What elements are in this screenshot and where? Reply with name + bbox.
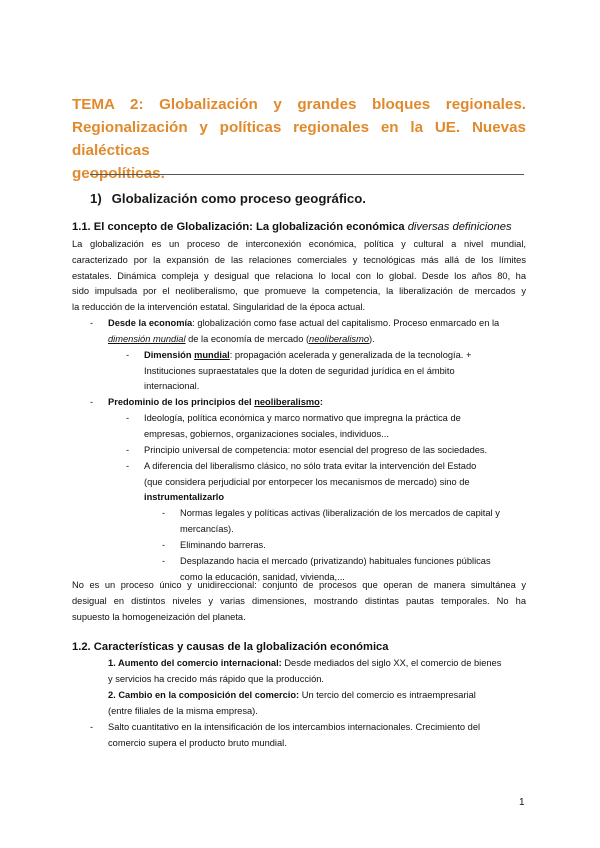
economia-line-2 — [108, 332, 375, 348]
bullet-dash: - — [126, 445, 130, 455]
comercio-point-2-cont: (entre filiales de la misma empresa). — [108, 706, 258, 716]
section-1-title: Globalización como proceso geográfico. — [111, 191, 366, 206]
bullet-dash: - — [90, 397, 94, 407]
comercio-point-1 — [108, 656, 501, 672]
bullet-dash: - — [162, 556, 166, 566]
predominio-label-underlined: neoliberalismo — [254, 397, 320, 407]
comercio-point-2-text: Un tercio del comercio es intraempresarial — [299, 690, 476, 700]
comercio-point-3-cont: comercio supera el producto bruto mundial. — [108, 738, 287, 748]
predominio-label: Predominio de los principios del — [108, 397, 255, 407]
economia-item — [108, 316, 499, 332]
comercio-point-3: Salto cuantitativo en la intensificación de los intercambios internacionales. Crecimiento del — [108, 722, 481, 732]
intro-line: la reducción de la intervención estatal. Singularidad de la época actual. — [72, 302, 366, 313]
title-line-1: TEMA 2: Globalización y grandes bloques regionales. — [72, 96, 526, 113]
comercio-point-1-cont: y servicios ha crecido más rápido que la producción. — [108, 674, 325, 684]
dimension-item — [144, 348, 471, 364]
horizontal-rule — [90, 174, 524, 175]
intro-line: La globalización es un proceso de interconexión económica, política y cultural a nivel mundial, — [72, 239, 526, 249]
instrument-item: Normas legales y políticas activas (liberalización de los mercados de capital y — [180, 508, 500, 518]
bullet-dash: - — [162, 508, 166, 518]
comercio-point-1-label: 1. Aumento del comercio internacional: — [108, 658, 282, 668]
bullet-dash: - — [90, 318, 94, 328]
predominio-sub-item-cont: empresas, gobiernos, organizaciones sociales, individuos... — [144, 429, 389, 439]
comercio-point-2 — [108, 688, 476, 704]
comercio-point-1-text: Desde mediados del siglo XX, el comercio de bienes — [281, 658, 502, 668]
subsection-1-1-heading — [72, 221, 512, 233]
closing-line: No es un proceso único y unidireccional: conjunto de procesos que operan de manera simultánea y — [72, 580, 526, 590]
predominio-label-end: : — [319, 397, 323, 407]
bullet-dash: - — [90, 722, 94, 732]
instrument-item-cont: como la educación, sanidad, vivienda,... — [180, 572, 345, 582]
dimension-line-3: internacional. — [144, 381, 200, 391]
dimension-text: : propagación acelerada y generalizada de la tecnología. + — [229, 350, 472, 360]
economia-label: Desde la economía — [108, 318, 193, 328]
dimension-mundial-link: dimensión mundial — [108, 334, 186, 344]
predominio-sub-item: A diferencia del liberalismo clásico, no sólo trata evitar la intervención del Estado — [144, 461, 477, 471]
bullet-dash: - — [126, 461, 130, 471]
section-1-number: 1) — [90, 191, 102, 206]
instrumentalizarlo-label: instrumentalizarlo — [144, 492, 225, 502]
title-line-2: Regionalización y políticas regionales en la UE. Nuevas dialécticas — [72, 119, 526, 159]
economia-line2-post: ). — [369, 334, 375, 344]
instrument-item: Desplazando hacia el mercado (privatizando) habituales funciones públicas — [180, 556, 491, 566]
instrument-item-cont: mercancías). — [180, 524, 234, 534]
dimension-label: Dimensión — [144, 350, 195, 360]
section-1-heading — [90, 191, 366, 206]
page-number: 1 — [519, 797, 525, 808]
closing-paragraph — [72, 578, 526, 625]
subsection-1-1-title: 1.1. El concepto de Globalización: La globalización económica — [72, 221, 405, 233]
intro-line: estatales. Dinámica compleja y desigual que relaciona lo local con lo global. Desde los años 80, ha — [72, 270, 526, 281]
closing-line: supuesto la homogeneización del planeta. — [72, 611, 246, 622]
predominio-item — [108, 395, 323, 411]
bullet-dash: - — [162, 540, 166, 550]
dimension-label-underlined: mundial — [194, 350, 230, 360]
predominio-sub-item-cont: (que considera perjudicial por entorpecer los mecanismos de mercado) sino de — [144, 477, 470, 487]
intro-line: sido impulsada por el neoliberalismo, que promueve la competencia, la liberalización de mercados y — [72, 286, 526, 297]
closing-line: desigual en distintos niveles y varias dimensiones, mostrando distintas pautas temporales. No ha — [72, 595, 526, 606]
comercio-point-2-label: 2. Cambio en la composición del comercio: — [108, 690, 300, 700]
economia-line2-mid: de la economía de mercado ( — [185, 334, 310, 344]
title-line-3: geopolíticas. — [72, 165, 165, 182]
subsection-1-1-italic: diversas definiciones — [407, 221, 512, 233]
intro-paragraph — [72, 237, 526, 316]
dimension-line-2: Instituciones supraestatales que la doten de seguridad jurídica en el ámbito — [144, 366, 455, 376]
bullet-dash: - — [126, 350, 130, 360]
page-title — [72, 93, 526, 185]
predominio-sub-item: Principio universal de competencia: motor esencial del progreso de las sociedades. — [144, 445, 488, 455]
instrument-item: Eliminando barreras. — [180, 540, 266, 550]
predominio-sub-item: Ideología, política económica y marco normativo que impregna la práctica de — [144, 413, 461, 423]
intro-line: caracterizado por la expansión de las relaciones comerciales y tecnológicas más allá de los límites — [72, 254, 526, 265]
economia-text: : globalización como fase actual del capitalismo. Proceso enmarcado en la — [192, 318, 500, 328]
bullet-dash: - — [126, 413, 130, 423]
neoliberalismo-link: neoliberalismo — [309, 334, 369, 344]
subsection-1-2-heading: 1.2. Características y causas de la globalización económica — [72, 641, 389, 653]
